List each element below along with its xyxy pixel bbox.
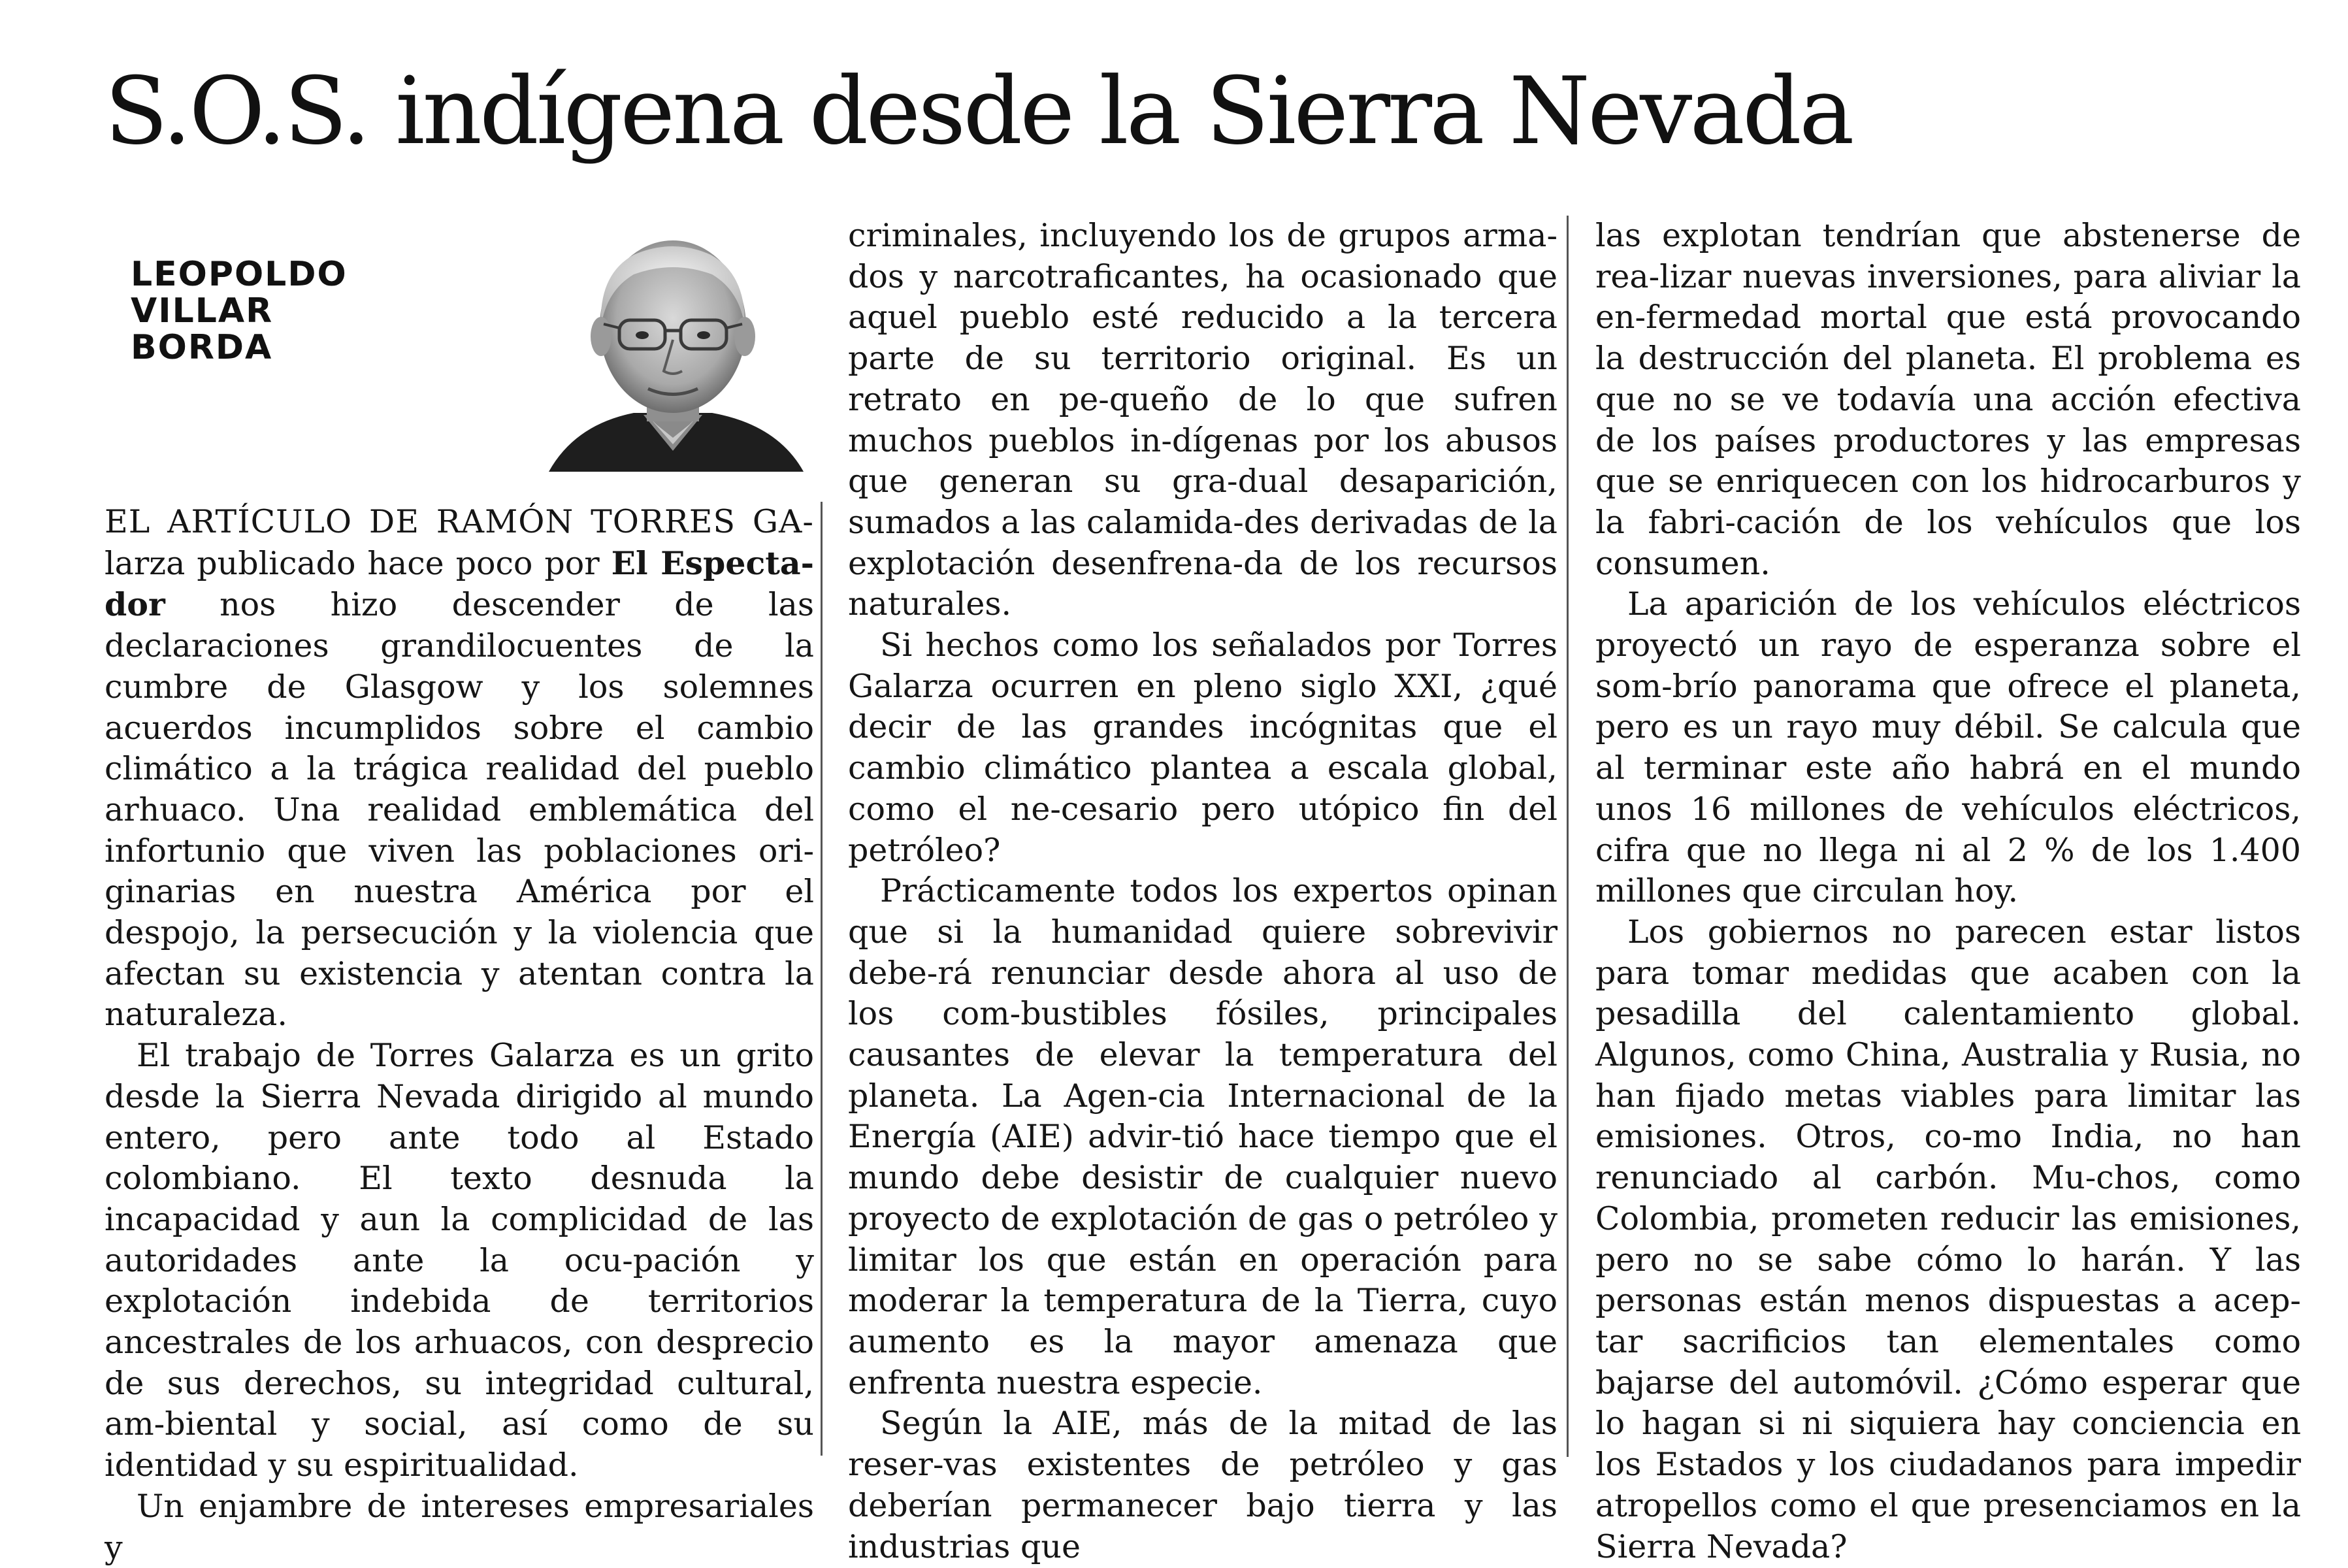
paragraph: Un enjambre de intereses empresariales y: [105, 1487, 814, 1566]
paragraph: El trabajo de Torres Galarza es un grito desde la Sierra Nevada dirigido al mundo entero, pero ante todo al Estado colombiano. El texto desnuda la incapacidad y aun la complicidad de las autoridades ante la ocu-pación y explotación indebida de territorios ancestrales de los arhuacos, con desprecio de sus derechos, su integridad cultural, am-biental y social, así como de su identidad y su espiritualidad.: [105, 1037, 814, 1484]
article-column-1: [105, 502, 814, 1568]
column-divider: [821, 502, 823, 1456]
paragraph-text: larza publicado hace poco por: [105, 544, 611, 582]
author-byline: [131, 256, 348, 366]
paragraph: las explotan tendrían que abstenerse de rea-lizar nuevas inversiones, para aliviar la en-fermedad mortal que está provocando la destrucción del planeta. El problema es que no se ve todavía una acción efectiva de los países productores y las empresas que se enriquecen con los hidrocarburos y la fabri-cación de los vehículos que los consumen.: [1595, 217, 2301, 582]
author-first-name: LEOPOLDO: [131, 255, 348, 294]
paragraph: [105, 502, 814, 1036]
paragraph: La aparición de los vehículos eléctricos proyectó un rayo de esperanza sobre el som-brío panorama que ofrece el planeta, pero es un rayo muy débil. Se calcula que al terminar este año habrá en el mundo unos 16 millones de vehículos eléctricos, cifra que no llega ni al 2 % de los 1.400 millones que circulan hoy.: [1595, 585, 2301, 910]
paragraph-text: nos hizo descender de las declaraciones grandilocuentes de la cumbre de Glasgow y los solemnes acuerdos incumplidos sobre el cambio climático a la trágica realidad del pueblo arhuaco. Una realidad emblemática del infortunio que viven las poblaciones ori-ginarias en nuestra América por el despojo, la persecución y la violencia que afectan su existencia y atentan contra la naturaleza.: [105, 586, 814, 1034]
paragraph: Según la AIE, más de la mitad de las reser-vas existentes de petróleo y gas deberían permanecer bajo tierra y las industrias que: [848, 1405, 1557, 1565]
author-portrait-icon: [536, 229, 810, 472]
paragraph: Si hechos como los señalados por Torres Galarza ocurren en pleno siglo XXI, ¿qué decir de las grandes incógnitas que el cambio climático plantea a escala global, como el ne-cesario pero utópico fin del petróleo?: [848, 627, 1557, 869]
publication-name: El Especta-dor: [105, 544, 814, 624]
lead-in: EL ARTÍCULO DE RAMÓN TORRES GA-: [105, 503, 814, 540]
paragraph: Prácticamente todos los expertos opinan que si la humanidad quiere sobrevivir debe-rá renunciar desde ahora al uso de los com-bustibles fósiles, principales causantes de elevar la temperatura del planeta. La Agen-cia Internacional de la Energía (AIE) advir-tió hace tiempo que el mundo debe desistir de cualquier nuevo proyecto de explotación de gas o petróleo y limitar los que están en operación para moderar la temperatura de la Tierra, cuyo aumento es la mayor amenaza que enfrenta nuestra especie.: [848, 872, 1557, 1401]
paragraph: Los gobiernos no parecen estar listos para tomar medidas que acaben con la pesadilla del calentamiento global. Algunos, como China, Australia y Rusia, no han fijado metas viables para limitar las emisiones. Otros, co-mo India, no han renunciado al carbón. Mu-chos, como Colombia, prometen reducir las emisiones, pero no se sabe cómo lo harán. Y las personas están menos dispuestas a acep-tar sacrificios tan elementales como bajarse del automóvil. ¿Cómo esperar que lo hagan si ni siquiera hay conciencia en los Estados y los ciudadanos para impedir atropellos como el que presenciamos en la Sierra Nevada?: [1595, 913, 2301, 1565]
paragraph: criminales, incluyendo los de grupos arma-dos y narcotraficantes, ha ocasionado que aquel pueblo esté reducido a la tercera parte de su territorio original. Es un retrato en pe-queño de lo que sufren muchos pueblos in-dígenas por los abusos que generan su gra-dual desaparición, sumados a las calamida-des derivadas de la explotación desenfrena-da de los recursos naturales.: [848, 217, 1557, 623]
author-middle-name: VILLAR: [131, 291, 274, 331]
column-divider: [1567, 216, 1569, 1457]
article-column-3: [1595, 216, 2301, 1567]
article-column-2: [848, 216, 1557, 1567]
article-headline: S.O.S. indígena desde la Sierra Nevada: [105, 57, 1852, 165]
author-last-name: BORDA: [131, 328, 273, 367]
